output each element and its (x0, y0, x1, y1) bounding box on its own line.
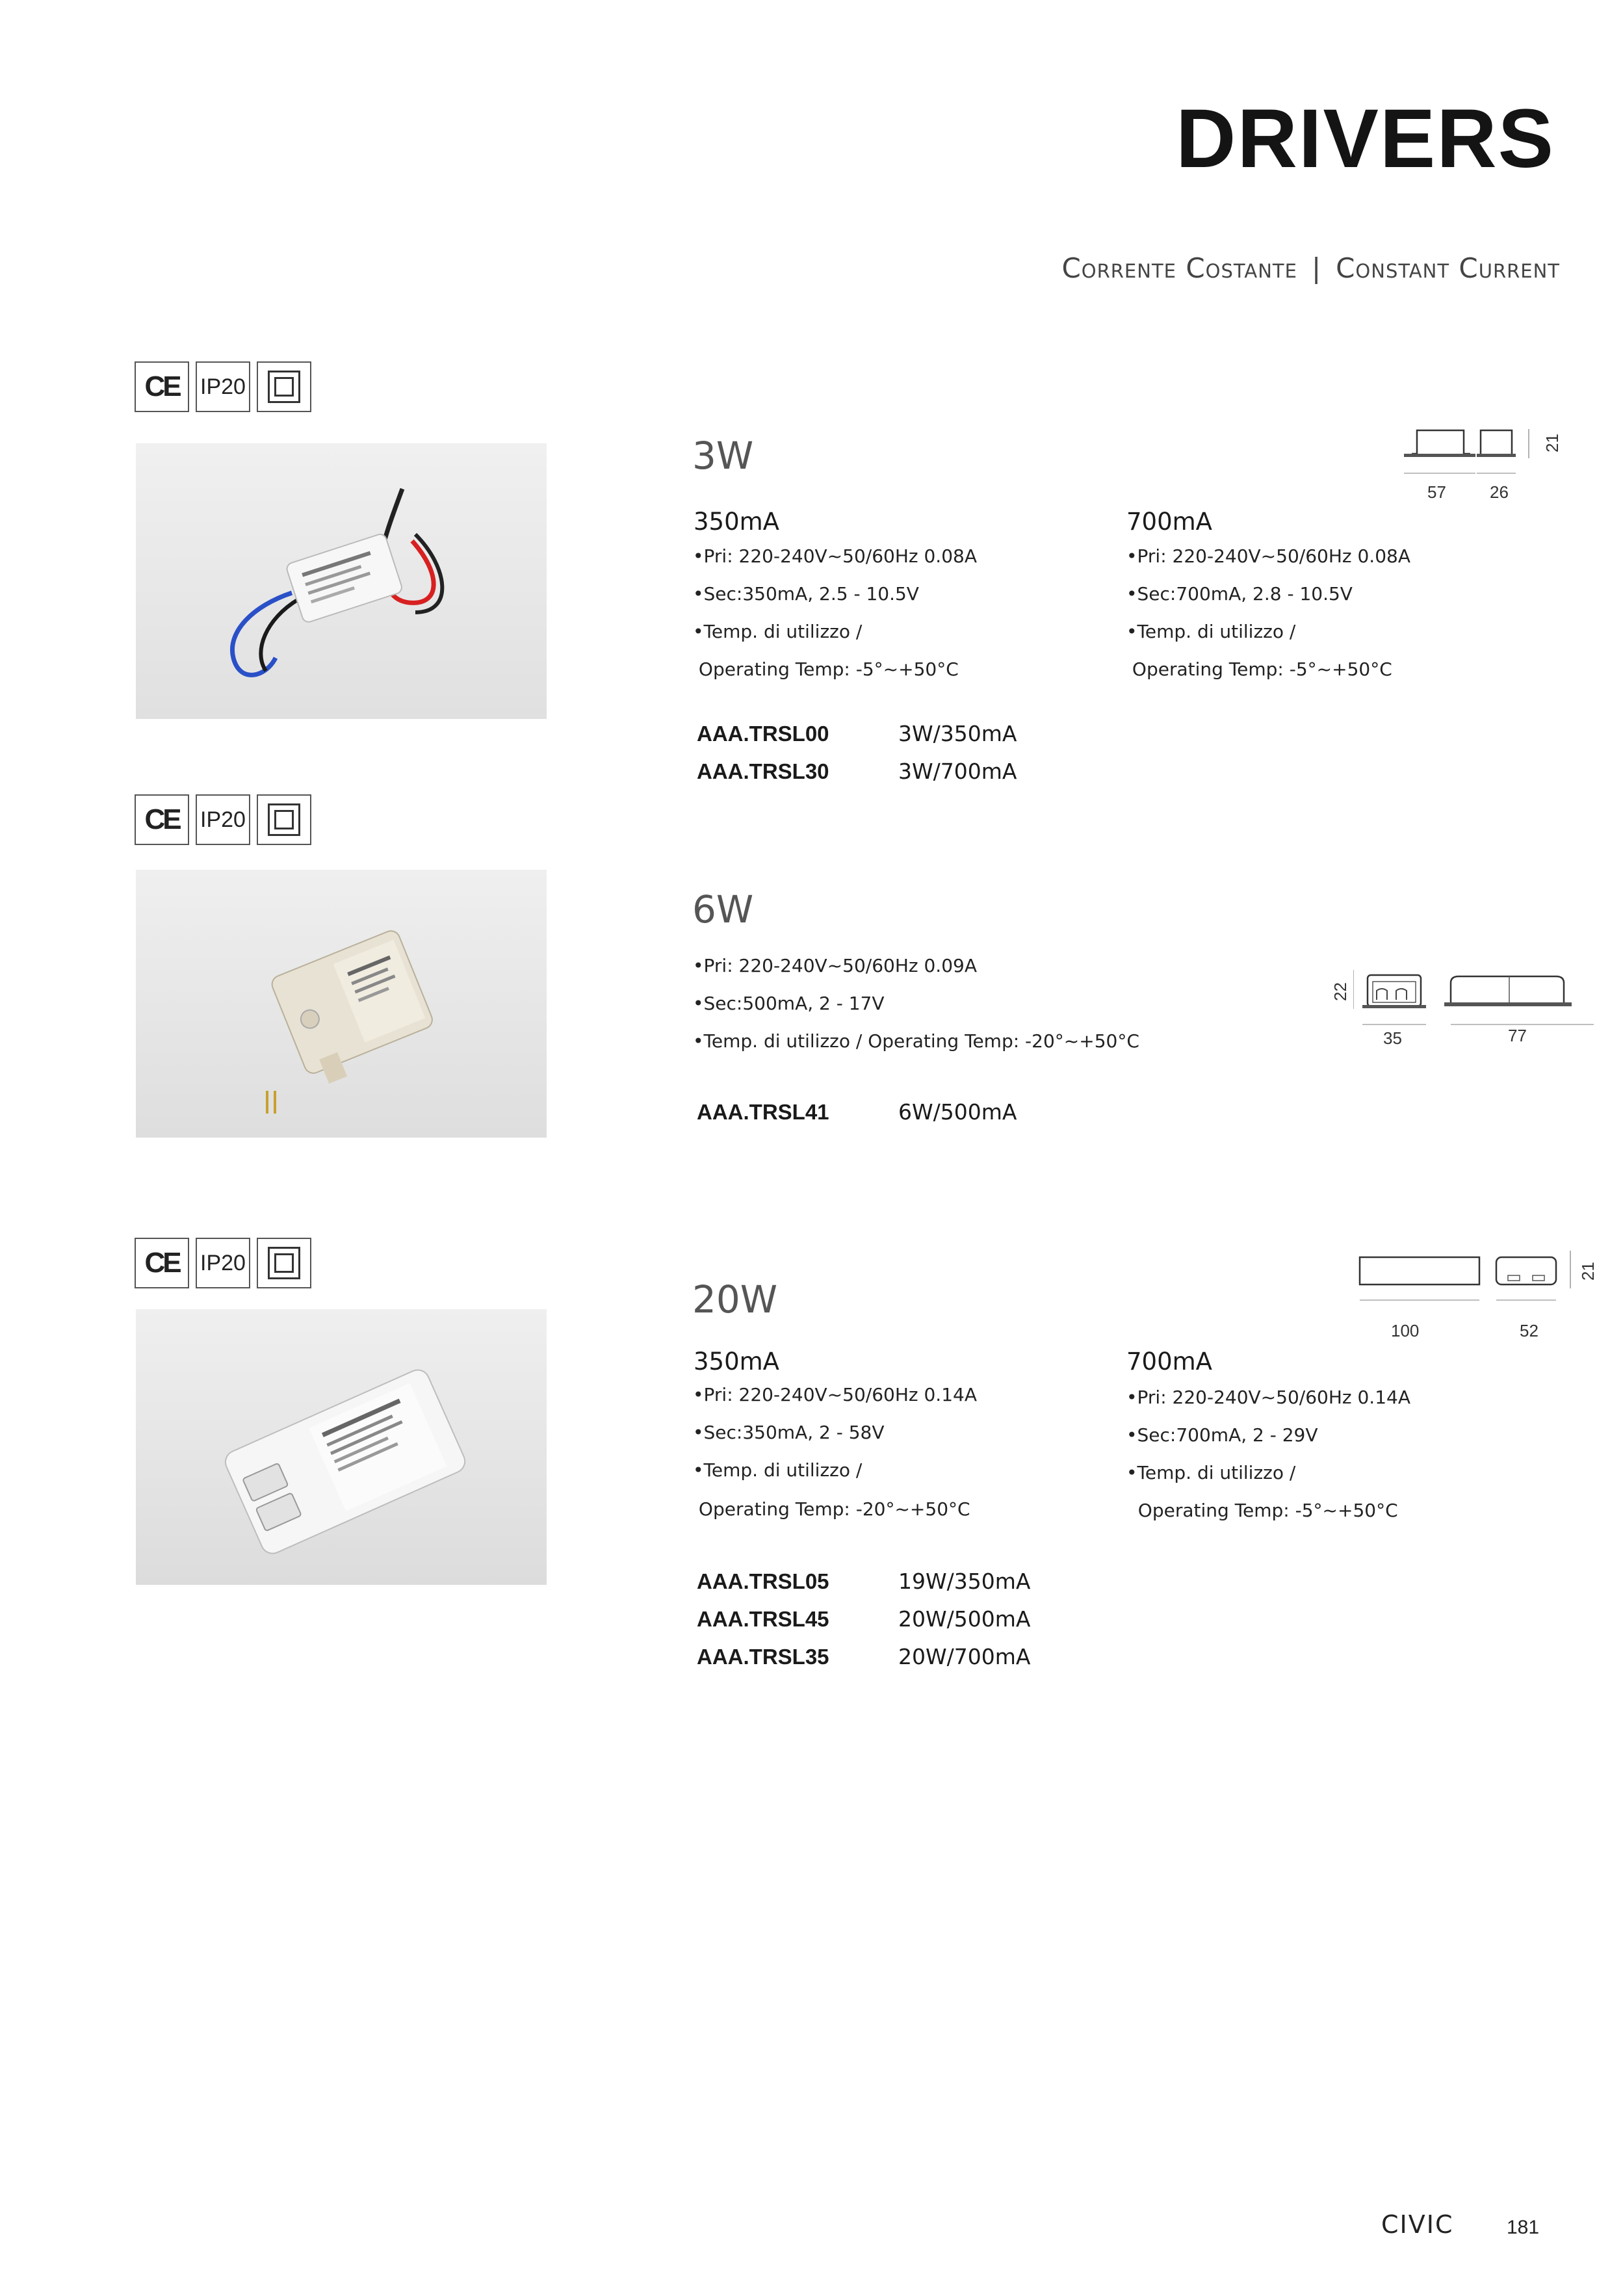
product-code-value: 3W/350mA (898, 721, 1017, 746)
dimension-drawing-20w (1352, 1238, 1586, 1305)
spec-secondary: •Sec:500mA, 2 - 17V (693, 993, 885, 1014)
spec-primary: •Pri: 220-240V~50/60Hz 0.14A (1126, 1387, 1410, 1408)
certification-badges (135, 794, 311, 845)
ip20-badge: IP20 (196, 1238, 250, 1288)
certification-badges (135, 361, 311, 412)
page-subtitle (1061, 252, 1560, 284)
spec-secondary: •Sec:350mA, 2.5 - 10.5V (693, 583, 919, 605)
dimension-length: 100 (1391, 1321, 1420, 1340)
spec-primary: •Pri: 220-240V~50/60Hz 0.09A (693, 955, 977, 976)
double-insulation-icon (257, 1238, 311, 1288)
dimension-height: 21 (1542, 434, 1562, 452)
spec-temp-label: •Temp. di utilizzo / (693, 1459, 863, 1481)
dimension-length: 57 (1427, 482, 1446, 502)
product-code-value: 20W/700mA (898, 1644, 1031, 1669)
subtitle-italian: Corrente Costante (1061, 252, 1297, 284)
ce-mark-icon: CE (135, 1238, 189, 1288)
dimension-drawing-6w (1353, 969, 1600, 1031)
dimension-length: 77 (1508, 1026, 1527, 1045)
current-350ma-label: 350mA (694, 508, 779, 536)
product-code: AAA.TRSL45 (697, 1607, 829, 1631)
product-code: AAA.TRSL05 (697, 1569, 829, 1593)
product-code-value: 20W/500mA (898, 1606, 1031, 1632)
dimension-height: 22 (1331, 982, 1350, 1001)
double-insulation-icon (257, 794, 311, 845)
spec-secondary: •Sec:700mA, 2.8 - 10.5V (1126, 583, 1353, 605)
brand-logo: CIVIC (1381, 2210, 1454, 2239)
product-photo-20w (136, 1309, 547, 1585)
wattage-heading: 3W (692, 434, 754, 478)
ip20-badge: IP20 (196, 361, 250, 412)
spec-operating-temp: Operating Temp: -5°~+50°C (1126, 659, 1392, 680)
dimension-height: 21 (1578, 1262, 1598, 1281)
spec-temp-label: •Temp. di utilizzo / (1126, 621, 1296, 642)
dimension-width: 35 (1383, 1028, 1402, 1048)
spec-temp-label: •Temp. di utilizzo / (693, 621, 863, 642)
current-700ma-label: 700mA (1126, 1348, 1212, 1376)
ce-mark-icon: CE (135, 794, 189, 845)
product-code-value: 19W/350mA (898, 1569, 1031, 1594)
product-photo-6w (136, 870, 547, 1138)
product-photo-3w (136, 443, 547, 719)
spec-temp-label: •Temp. di utilizzo / (1126, 1462, 1296, 1483)
ip20-badge: IP20 (196, 794, 250, 845)
dimension-width: 52 (1520, 1321, 1539, 1340)
product-code-value: 6W/500mA (898, 1099, 1017, 1125)
dimension-width: 26 (1490, 482, 1509, 502)
product-code: AAA.TRSL00 (697, 722, 829, 746)
spec-primary: •Pri: 220-240V~50/60Hz 0.14A (693, 1384, 977, 1405)
product-code: AAA.TRSL30 (697, 759, 829, 783)
subtitle-english: Constant Current (1336, 252, 1560, 284)
ce-mark-icon: CE (135, 361, 189, 412)
spec-secondary: •Sec:700mA, 2 - 29V (1126, 1424, 1318, 1446)
current-700ma-label: 700mA (1126, 508, 1212, 536)
spec-primary: •Pri: 220-240V~50/60Hz 0.08A (693, 545, 977, 567)
wattage-heading: 6W (692, 887, 754, 932)
spec-operating-temp: Operating Temp: -20°~+50°C (693, 1498, 970, 1520)
certification-badges (135, 1238, 311, 1288)
spec-secondary: •Sec:350mA, 2 - 58V (693, 1422, 885, 1443)
current-350ma-label: 350mA (694, 1348, 779, 1376)
spec-operating-temp: •Temp. di utilizzo / Operating Temp: -20°~+50°C (693, 1030, 1139, 1052)
subtitle-separator: | (1311, 252, 1322, 284)
spec-primary: •Pri: 220-240V~50/60Hz 0.08A (1126, 545, 1410, 567)
page-number: 181 (1507, 2217, 1540, 2238)
double-insulation-icon (257, 361, 311, 412)
page-title: DRIVERS (1176, 92, 1555, 185)
product-code-value: 3W/700mA (898, 759, 1017, 784)
product-code: AAA.TRSL35 (697, 1645, 829, 1669)
spec-operating-temp: Operating Temp: -5°~+50°C (1126, 1500, 1398, 1521)
product-code: AAA.TRSL41 (697, 1100, 829, 1124)
wattage-heading: 20W (692, 1277, 778, 1322)
spec-operating-temp: Operating Temp: -5°~+50°C (693, 659, 959, 680)
